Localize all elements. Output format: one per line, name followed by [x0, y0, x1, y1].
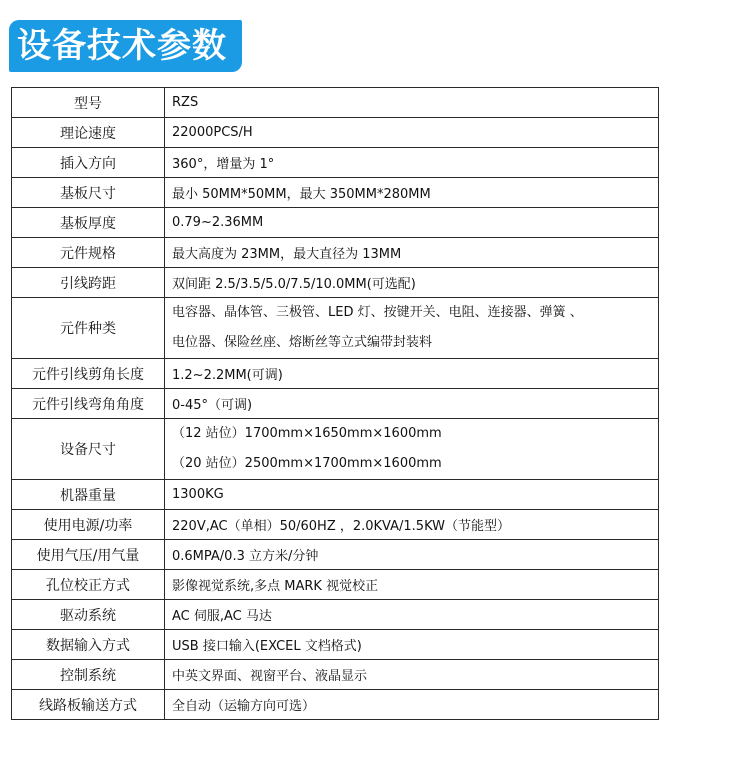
spec-label: 元件种类: [12, 298, 165, 359]
table-row: [12, 359, 659, 389]
spec-label: 基板尺寸: [12, 178, 165, 208]
spec-label: 元件引线弯角角度: [12, 389, 165, 419]
spec-value: [165, 298, 659, 359]
spec-label: 使用电源/功率: [12, 510, 165, 540]
spec-label: 设备尺寸: [12, 419, 165, 480]
spec-label: 理论速度: [12, 118, 165, 148]
spec-table: [11, 87, 659, 720]
section-title: 设备技术参数: [17, 26, 227, 66]
spec-value-line: （12 站位）1700mm×1650mm×1600mm: [172, 426, 442, 441]
spec-value: 1300KG: [165, 480, 659, 510]
spec-label: 驱动系统: [12, 600, 165, 630]
spec-label: 元件引线剪角长度: [12, 359, 165, 389]
spec-value: 中英文界面、视窗平台、液晶显示: [165, 660, 659, 690]
spec-label: 元件规格: [12, 238, 165, 268]
table-row: [12, 298, 659, 359]
spec-value: 双间距 2.5/3.5/5.0/7.5/10.0MM(可选配): [165, 268, 659, 298]
spec-label: 基板厚度: [12, 208, 165, 238]
spec-value: 影像视觉系统,多点 MARK 视觉校正: [165, 570, 659, 600]
table-row: [12, 178, 659, 208]
spec-label: 使用气压/用气量: [12, 540, 165, 570]
spec-label: 机器重量: [12, 480, 165, 510]
table-row: [12, 540, 659, 570]
spec-value: [165, 419, 659, 480]
table-row: [12, 148, 659, 178]
spec-value: USB 接口输入(EXCEL 文档格式): [165, 630, 659, 660]
spec-value: 0.6MPA/0.3 立方米/分钟: [165, 540, 659, 570]
spec-value: 最小 50MM*50MM，最大 350MM*280MM: [165, 178, 659, 208]
spec-label: 线路板输送方式: [12, 690, 165, 720]
spec-label: 引线跨距: [12, 268, 165, 298]
spec-value: 全自动（运输方向可选）: [165, 690, 659, 720]
table-row: [12, 88, 659, 118]
table-row: [12, 238, 659, 268]
spec-label: 数据输入方式: [12, 630, 165, 660]
spec-value: 最大高度为 23MM，最大直径为 13MM: [165, 238, 659, 268]
spec-value: AC 伺服,AC 马达: [165, 600, 659, 630]
spec-value-line: 电位器、保险丝座、熔断丝等立式编带封装料: [172, 335, 433, 350]
spec-value: 360°，增量为 1°: [165, 148, 659, 178]
table-row: [12, 660, 659, 690]
spec-value: RZS: [165, 88, 659, 118]
spec-value: 220V,AC（单相）50/60HZ ，2.0KVA/1.5KW（节能型）: [165, 510, 659, 540]
spec-value: 1.2~2.2MM(可调): [165, 359, 659, 389]
table-row: [12, 570, 659, 600]
spec-value: 0-45°（可调): [165, 389, 659, 419]
spec-label: 插入方向: [12, 148, 165, 178]
table-row: [12, 480, 659, 510]
table-row: [12, 389, 659, 419]
spec-label: 型号: [12, 88, 165, 118]
table-row: [12, 690, 659, 720]
table-row: [12, 510, 659, 540]
spec-label: 控制系统: [12, 660, 165, 690]
table-row: [12, 630, 659, 660]
table-row: [12, 419, 659, 480]
table-row: [12, 208, 659, 238]
section-banner: [9, 20, 242, 72]
spec-label: 孔位校正方式: [12, 570, 165, 600]
table-row: [12, 268, 659, 298]
table-row: [12, 600, 659, 630]
spec-value-line: （20 站位）2500mm×1700mm×1600mm: [172, 456, 442, 471]
spec-value-line: 电容器、晶体管、三极管、LED 灯、按键开关、电阻、连接器、弹簧 、: [172, 305, 583, 320]
spec-value: 22000PCS/H: [165, 118, 659, 148]
spec-value: 0.79~2.36MM: [165, 208, 659, 238]
table-row: [12, 118, 659, 148]
